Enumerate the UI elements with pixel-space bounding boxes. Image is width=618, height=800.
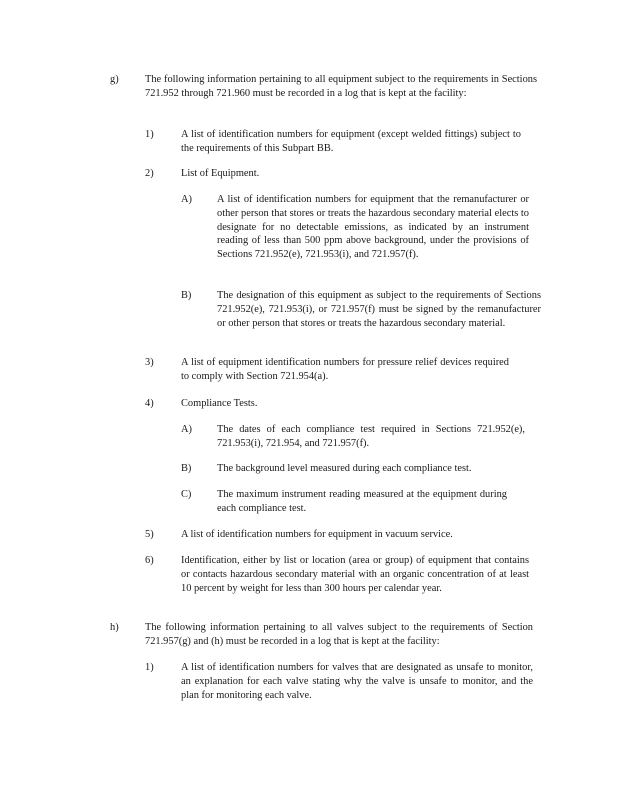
paragraph-g-label: g) [110,74,119,85]
paragraph-g-4-label: 4) [145,398,154,409]
paragraph-g-2-b-text: The designation of this equipment as subject to the requirements of Sections 721.952(e), 721.953(i), or 721.957(f) must be signed by the remanufacturer or other person that stores or treats the hazardous secondary material. [217,290,541,329]
paragraph-g-6-label: 6) [145,555,154,566]
paragraph-g-2-a-text: A list of identification numbers for equipment that the remanufacturer or other person that stores or treats the hazardous secondary material elects to designate for no detectable emissions, as indicated by an instrument reading of less than 500 ppm above background, under the provisions of Sections 721.952(e), 721.953(i), and 721.957(f). [217,194,529,261]
paragraph-g-4-c-label: C) [181,489,192,500]
paragraph-g-4-b-label: B) [181,463,192,474]
paragraph-h-text: The following information pertaining to all valves subject to the requirements of Section 721.957(g) and (h) must be recorded in a log that is kept at the facility: [145,622,533,647]
paragraph-h-1-label: 1) [145,662,154,673]
paragraph-g-4-c-text: The maximum instrument reading measured at the equipment during each compliance test. [217,489,507,514]
paragraph-g-5-label: 5) [145,529,154,540]
paragraph-g-4-text: Compliance Tests. [181,398,258,409]
paragraph-g-text: The following information pertaining to all equipment subject to the requirements in Sections 721.952 through 721.960 must be recorded in a log that is kept at the facility: [145,74,537,99]
paragraph-g-6-text: Identification, either by list or location (area or group) of equipment that contains or contacts hazardous secondary material with an organic concentration of at least 10 percent by weight for less than 300 hours per calendar year. [181,555,529,594]
paragraph-g-3-label: 3) [145,357,154,368]
paragraph-g-1-label: 1) [145,129,154,140]
paragraph-g-4-a-text: The dates of each compliance test required in Sections 721.952(e), 721.953(i), 721.954, and 721.957(f). [217,424,525,449]
paragraph-g-2-text: List of Equipment. [181,168,260,179]
paragraph-g-2-b-label: B) [181,290,192,301]
paragraph-h-1-text: A list of identification numbers for valves that are designated as unsafe to monitor, an explanation for each valve stating why the valve is unsafe to monitor, and the plan for monitoring each valve. [181,662,533,701]
paragraph-g-4-a-label: A) [181,424,192,435]
paragraph-g-4-b-text: The background level measured during each compliance test. [217,463,472,474]
paragraph-g-2-a-label: A) [181,194,192,205]
paragraph-h-label: h) [110,622,119,633]
paragraph-g-3-text: A list of equipment identification numbers for pressure relief devices required to comply with Section 721.954(a). [181,357,509,382]
paragraph-g-5-text: A list of identification numbers for equipment in vacuum service. [181,529,453,540]
paragraph-g-1-text: A list of identification numbers for equipment (except welded fittings) subject to the requirements of this Subpart BB. [181,129,521,154]
paragraph-g-2-label: 2) [145,168,154,179]
